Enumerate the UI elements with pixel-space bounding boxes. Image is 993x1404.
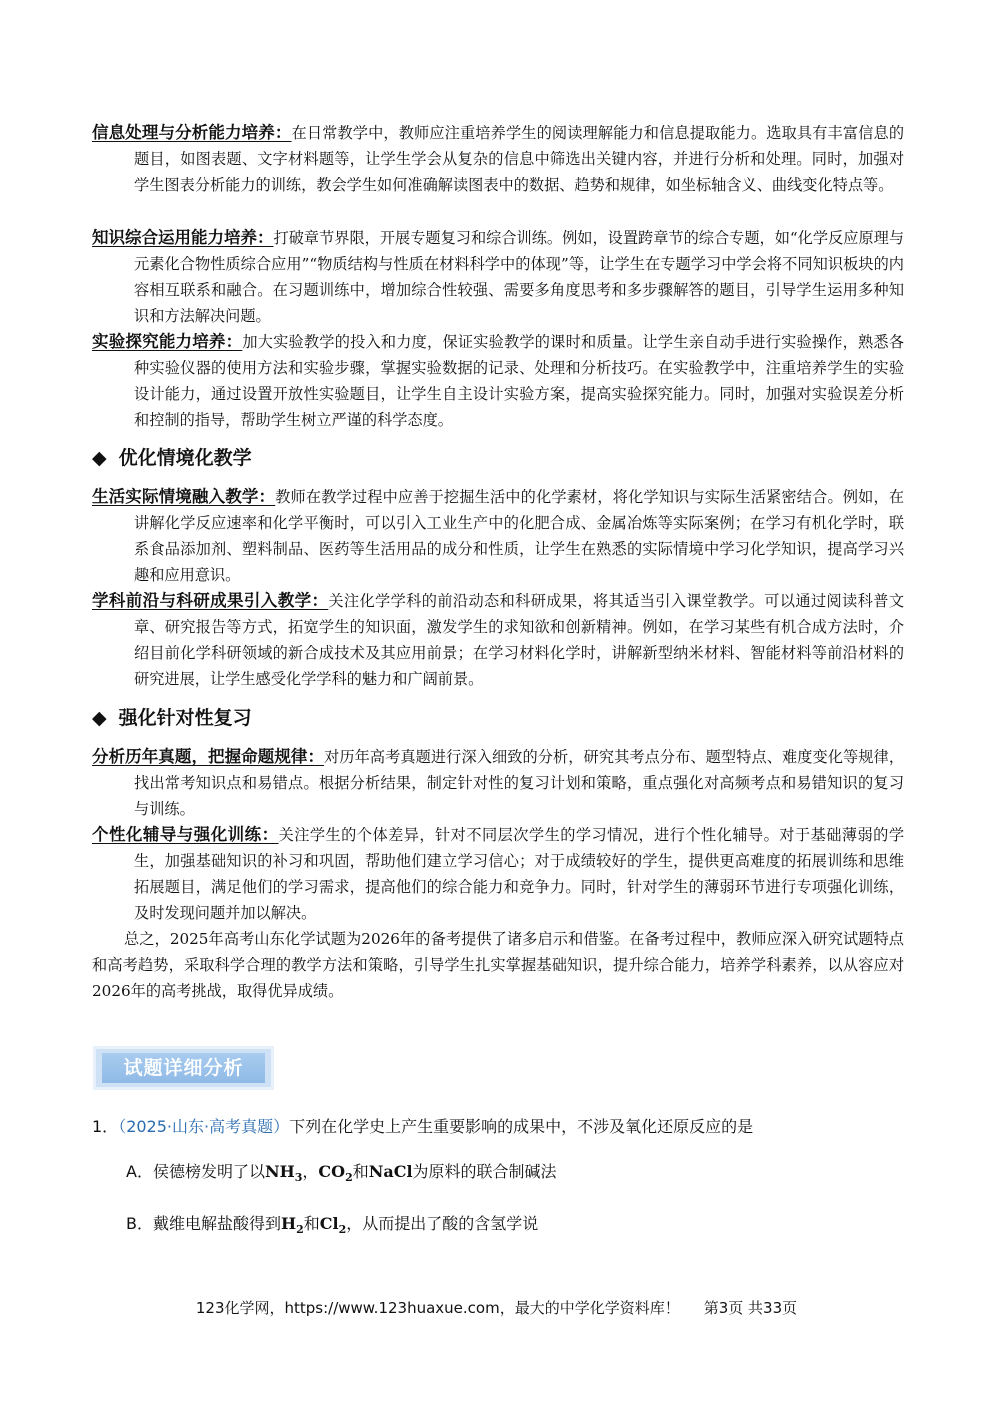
paragraph-experiment [92, 329, 904, 433]
banner-title: 试题详细分析 [102, 1053, 265, 1083]
paragraph-frontier-research [92, 588, 904, 692]
formula-nacl: NaCl [368, 1162, 413, 1181]
section-banner [96, 1049, 271, 1087]
diamond-bullet-icon: ◆ [92, 707, 107, 729]
footer-text: 123化学网，https://www.123huaxue.com，最大的中学化学资料库！ [195, 1299, 680, 1317]
question-text: 下列在化学史上产生重要影响的成果中，不涉及氧化还原反应的是 [289, 1117, 754, 1136]
paragraph-text: 打破章节界限，开展专题复习和综合训练。例如，设置跨章节的综合专题，如“化学反应原理与元素化合物性质综合应用”“物质结构与性质在材料科学中的体现”等，让学生在专题学习中学会将不同知识板块的内容相互联系和融合。在习题训练中，增加综合性较强、需要多角度思考和多步骤解答的题目，引导学生运用多种知识和方法解决问题。 [134, 229, 905, 325]
question-1-stem [92, 1113, 753, 1141]
paragraph-lead: 个性化辅导与强化训练： [92, 825, 279, 844]
page-footer [0, 1296, 993, 1320]
question-number: 1． [92, 1117, 119, 1136]
formula-h2: $H_2$ [281, 1214, 304, 1237]
paragraph-lead: 学科前沿与科研成果引入教学： [92, 591, 329, 610]
paragraph-personalized-tutoring [92, 822, 904, 926]
paragraph-lead: 生活实际情境融入教学： [92, 487, 276, 506]
paragraph-text: 教师在教学过程中应善于挖掘生活中的化学素材，将化学知识与实际生活紧密结合。例如，在讲解化学反应速率和化学平衡时，可以引入工业生产中的化肥合成、金属冶炼等实际案例；在学习有机化学时，联系食品添加剂、塑料制品、医药等生活用品的成分和性质，让学生在熟悉的实际情境中学习化学知识，提高学习兴趣和应用意识。 [134, 488, 905, 584]
paragraph-life-context [92, 484, 904, 588]
formula-cl2: $Cl_2$ [319, 1214, 347, 1237]
option-label: A． [126, 1162, 153, 1181]
diamond-bullet-icon: ◆ [92, 447, 107, 469]
paragraph-lead: 实验探究能力培养： [92, 332, 243, 351]
paragraph-text: 关注学生的个体差异，针对不同层次学生的学习情况，进行个性化辅导。对于基础薄弱的学生，加强基础知识的补习和巩固，帮助他们建立学习信心；对于成绩较好的学生，提供更高难度的拓展训练和思维拓展题目，满足他们的学习需求，提高他们的综合能力和竞争力。同时，针对学生的薄弱环节进行专项强化训练，及时发现问题并加以解决。 [134, 826, 905, 922]
formula-co2: $CO_2$ [318, 1162, 353, 1185]
section-heading-targeted-review: ◆ 强化针对性复习 [92, 703, 252, 733]
summary-paragraph: 总之，2025年高考山东化学试题为2026年的备考提供了诸多启示和借鉴。在备考过程中，教师应深入研究试题特点和高考趋势，采取科学合理的教学方法和策略，引导学生扎实掌握基础知识，提升综合能力，培养学科素养，以从容应对2026年的高考挑战，取得优异成绩。 [92, 930, 904, 1000]
section-heading-context-teaching: ◆ 优化情境化教学 [92, 443, 252, 473]
paragraph-text: 关注化学学科的前沿动态和科研成果，将其适当引入课堂教学。可以通过阅读科普文章、研究报告等方式，拓宽学生的知识面，激发学生的求知欲和创新精神。例如，在学习某些有机合成方法时，介绍目前化学科研领域的新合成技术及其应用前景；在学习材料化学时，讲解新型纳米材料、智能材料等前沿材料的研究进展，让学生感受化学学科的魅力和广阔前景。 [134, 592, 905, 688]
paragraph-past-exams [92, 744, 904, 822]
option-label: B． [126, 1214, 153, 1233]
paragraph-lead: 信息处理与分析能力培养： [92, 123, 292, 142]
paragraph-lead: 知识综合运用能力培养： [92, 228, 274, 247]
option-b[interactable]: B．戴维电解盐酸得到$H_2$和$Cl_2$，从而提出了酸的含氢学说 [126, 1214, 539, 1237]
option-a[interactable]: A．侯德榜发明了以$NH_3$，$CO_2$和NaCl为原料的联合制碱法 [126, 1162, 557, 1185]
question-source-link[interactable]: （2025·山东·高考真题） [118, 1117, 290, 1136]
formula-nh3: $NH_3$ [264, 1162, 303, 1185]
paragraph-lead: 分析历年真题，把握命题规律： [92, 747, 325, 766]
page-number: 第3页 共33页 [703, 1299, 798, 1317]
paragraph-text: 加大实验教学的投入和力度，保证实验教学的课时和质量。让学生亲自动手进行实验操作，熟悉各种实验仪器的使用方法和实验步骤，掌握实验数据的记录、处理和分析技巧。在实验教学中，注重培养学生的实验设计能力，通过设置开放性实验题目，让学生自主设计实验方案，提高实验探究能力。同时，加强对实验误差分析和控制的指导，帮助学生树立严谨的科学态度。 [134, 333, 905, 429]
paragraph-text: 对历年高考真题进行深入细致的分析，研究其考点分布、题型特点、难度变化等规律，找出常考知识点和易错点。根据分析结果，制定针对性的复习计划和策略，重点强化对高频考点和易错知识的复习与训练。 [134, 748, 905, 818]
paragraph-info-processing [92, 120, 904, 198]
paragraph-knowledge-application [92, 225, 904, 329]
paragraph-text: 在日常教学中，教师应注重培养学生的阅读理解能力和信息提取能力。选取具有丰富信息的题目，如图表题、文字材料题等，让学生学会从复杂的信息中筛选出关键内容，并进行分析和处理。同时，加强对学生图表分析能力的训练，教会学生如何准确解读图表中的数据、趋势和规律，如坐标轴含义、曲线变化特点等。 [134, 124, 905, 194]
